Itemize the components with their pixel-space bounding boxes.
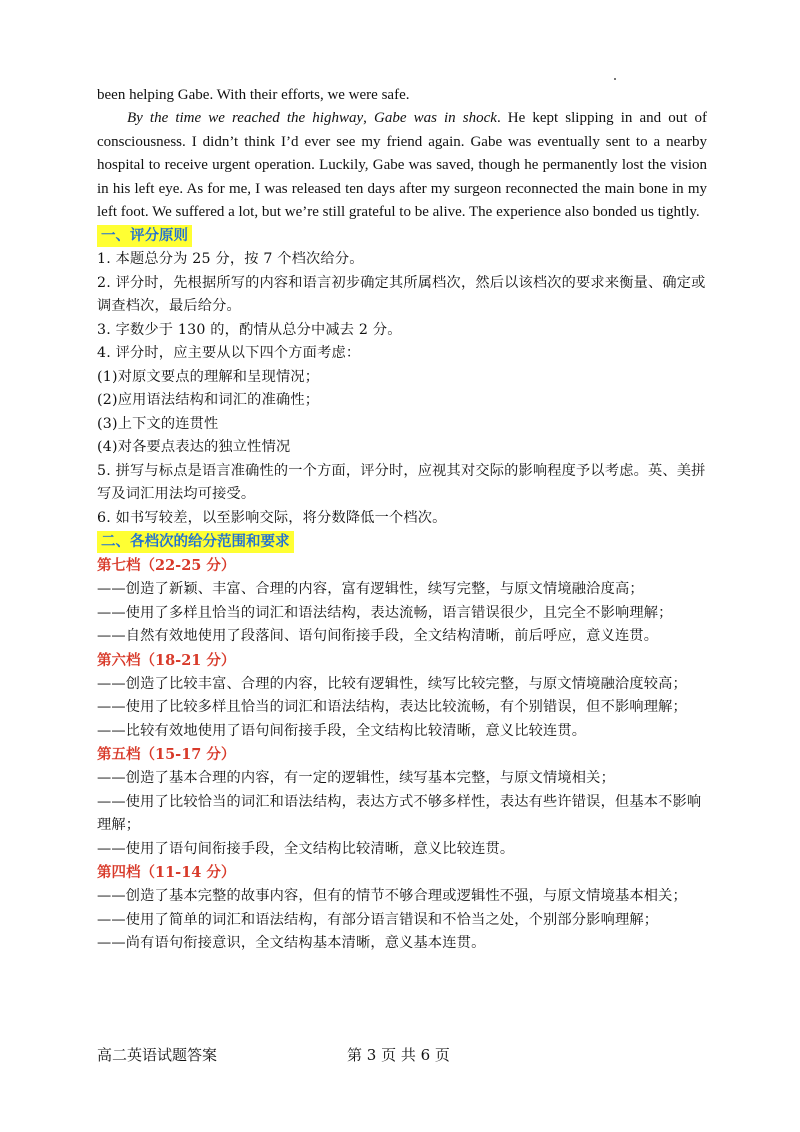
level-title: 第六档（18-21 分） xyxy=(97,651,236,669)
level-criterion: ——使用了比较多样且恰当的词汇和语法结构，表达比较流畅，有个别错误，但不影响理解； xyxy=(97,699,687,716)
level-criterion: ——使用了比较恰当的词汇和语法结构，表达方式不够多样性，表达有些许错误，但基本不影响理解； xyxy=(97,793,702,834)
passage-italic: By the time we reached the highway xyxy=(127,110,364,127)
principle-item: 2. 评分时，先根据所写的内容和语言初步确定其所属档次，然后以该档次的要求来衡量、确定或调查档次，最后给分。 xyxy=(97,274,706,315)
level-criterion: ——使用了简单的词汇和语法结构，有部分语言错误和不恰当之处，个别部分影响理解； xyxy=(97,911,659,928)
scoring-levels xyxy=(97,530,707,956)
level-title: 第四档（11-14 分） xyxy=(97,864,236,882)
scoring-principles xyxy=(97,224,707,530)
footer-exam-name: 高二英语试题答案 xyxy=(97,1046,218,1064)
principle-item: 1. 本题总分为 25 分，按 7 个档次给分。 xyxy=(97,251,364,268)
page-footer xyxy=(97,1044,707,1068)
principle-item: 6. 如书写较差，以至影响交际，将分数降低一个档次。 xyxy=(97,509,447,526)
passage-paragraph xyxy=(97,107,707,224)
document-body xyxy=(97,84,707,956)
section-heading: 一、评分原则 xyxy=(97,225,192,247)
section-heading: 二、各档次的给分范围和要求 xyxy=(97,531,294,553)
level-title: 第七档（22-25 分） xyxy=(97,557,236,575)
scan-speck xyxy=(614,78,616,80)
principle-item: (1)对原文要点的理解和呈现情况； xyxy=(97,368,320,385)
level-criterion: ——使用了多样且恰当的词汇和语法结构，表达流畅，语言错误很少，且完全不影响理解； xyxy=(97,604,673,621)
principle-item: 4. 评分时，应主要从以下四个方面考虑： xyxy=(97,345,361,362)
footer-page-number: 第 3 页 共 6 页 xyxy=(347,1046,450,1064)
level-criterion: ——创造了基本合理的内容，有一定的逻辑性，续写基本完整，与原文情境相关； xyxy=(97,770,615,787)
principle-item: (4)对各要点表达的独立性情况 xyxy=(97,439,291,456)
level-criterion: ——尚有语句衔接意识，全文结构基本清晰，意义基本连贯。 xyxy=(97,935,486,952)
level-title: 第五档（15-17 分） xyxy=(97,746,236,764)
principle-item: (3)上下文的连贯性 xyxy=(97,415,219,432)
level-criterion: ——创造了新颖、丰富、合理的内容，富有逻辑性，续写完整，与原文情境融洽度高； xyxy=(97,581,644,598)
level-criterion: ——创造了比较丰富、合理的内容，比较有逻辑性，续写比较完整，与原文情境融洽度较高； xyxy=(97,675,687,692)
principle-item: 5. 拼写与标点是语言准确性的一个方面，评分时，应视其对交际的影响程度予以考虑。英、美拼写及词汇用法均可接受。 xyxy=(97,462,706,503)
level-criterion: ——比较有效地使用了语句间衔接手段，全文结构比较清晰，意义比较连贯。 xyxy=(97,722,587,739)
principle-item: (2)应用语法结构和词汇的准确性； xyxy=(97,392,320,409)
principle-item: 3. 字数少于 130 的，酌情从总分中减去 2 分。 xyxy=(97,321,402,338)
passage-line: been helping Gabe. With their efforts, we were safe. xyxy=(97,87,410,103)
passage-italic: Gabe was in shock xyxy=(373,110,497,127)
level-criterion: ——创造了基本完整的故事内容，但有的情节不够合理或逻辑性不强，与原文情境基本相关； xyxy=(97,888,687,905)
level-criterion: ——使用了语句间衔接手段，全文结构比较清晰，意义比较连贯。 xyxy=(97,840,515,857)
level-criterion: ——自然有效地使用了段落间、语句间衔接手段，全文结构清晰，前后呼应，意义连贯。 xyxy=(97,628,659,645)
passage-text: . He kept slipping in and out of consciousness. I didn’t think I’d ever see my friend again. Gabe was eventually sent to a nearby hospital to receive urgent operation. Luckily, Gabe was saved, though he permanently lost the vision in his left eye. As for me, I was released ten days after my surgeon reconnected the main bone in my left foot. We suffered a lot, but we’re still grateful to be alive. The experience also bonded us tightly. xyxy=(97,110,708,221)
passage-comma: , xyxy=(363,110,374,127)
